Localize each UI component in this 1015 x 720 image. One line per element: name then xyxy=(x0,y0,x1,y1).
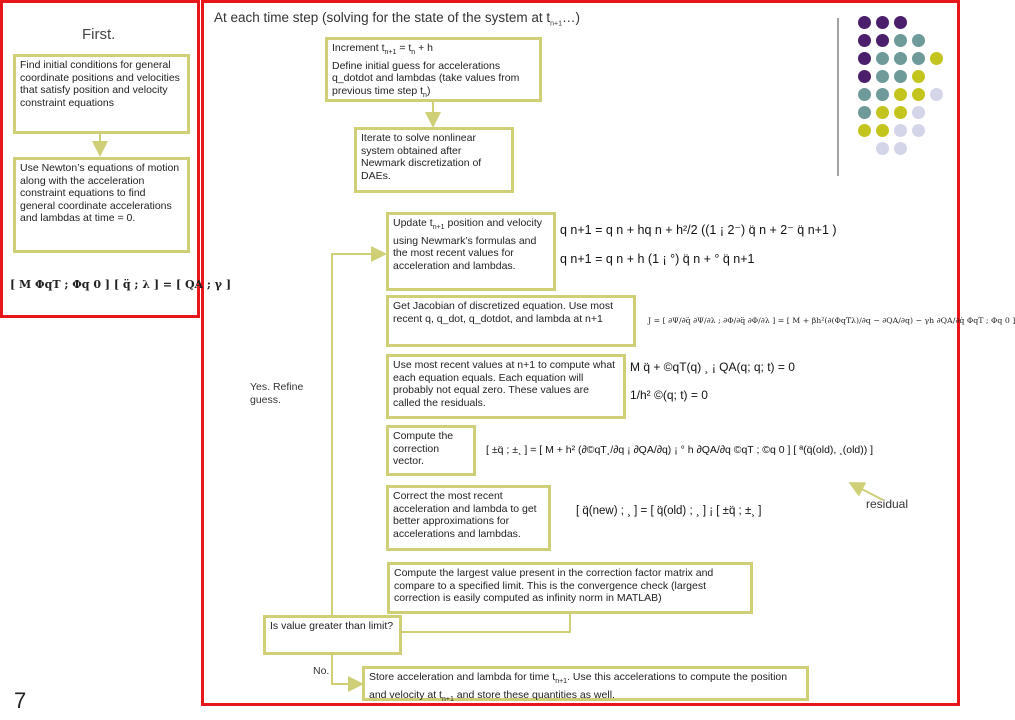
decorative-dot xyxy=(858,106,871,119)
decorative-dot xyxy=(894,106,907,119)
update-newmark-box: Update $t_{n+1}$ position and velocity using Newmark’s formulas and the most recent values for acceleration and lambdas. xyxy=(386,212,556,291)
decorative-dot xyxy=(858,124,871,137)
first-panel-title: First. xyxy=(82,26,116,43)
decorative-dot xyxy=(894,52,907,65)
correct-acceleration-box: Correct the most recent acceleration and lambda to get better approximations for accelerations and lambdas. xyxy=(386,485,551,551)
newmark-position-equation: q n+1 = q n + hq n + h²/2 ((1 ¡ 2⁻) q̈ n + 2⁻ q̈ n+1 ) xyxy=(560,223,837,237)
decorative-dot xyxy=(894,16,907,29)
page-number: 7 xyxy=(14,688,27,713)
iterate-box: Iterate to solve nonlinear system obtained after Newmark discretization of DAEs. xyxy=(354,127,514,193)
decorative-dot xyxy=(894,70,907,83)
newmark-velocity-equation: q n+1 = q n + h (1 ¡ °) q̈ n + ° q̈ n+1 xyxy=(560,252,755,266)
newton-equations-box: Use Newton’s equations of motion along with the acceleration constraint equations to find general coordinate accelerations and lambdas at time = 0. xyxy=(13,157,190,253)
decorative-dot xyxy=(876,34,889,47)
greater-than-limit-box: Is value greater than limit? xyxy=(263,615,402,655)
decorative-dot xyxy=(930,88,943,101)
decorative-dot xyxy=(858,70,871,83)
decorative-dot xyxy=(876,142,889,155)
jacobian-equation: J = [ ∂Ψ/∂q̈ ∂Ψ/∂λ ; ∂Φ/∂q̈ ∂Φ/∂λ ] = [ M + βh²(∂(ΦqTλ)/∂q − ∂QA/∂q) − γh ∂QA/∂q̇ ΦqT ; Φq 0 ] xyxy=(648,316,1015,325)
yes-refine-label: Yes. Refine guess. xyxy=(250,381,304,406)
decorative-dot xyxy=(858,52,871,65)
correct-update-equation: [ q̈(new) ; ¸ ] = [ q̈(old) ; ¸ ] ¡ [ ±q̈ ; ±¸ ] xyxy=(576,505,762,517)
decorative-dot xyxy=(876,106,889,119)
decorative-dot xyxy=(876,124,889,137)
decorative-dot xyxy=(858,16,871,29)
decorative-dot xyxy=(912,34,925,47)
decorative-dot xyxy=(876,52,889,65)
decorative-dot xyxy=(912,124,925,137)
correction-equation: [ ±q̈ ; ±¸ ] = [ M + h² (∂©qT¸/∂q ¡ ∂QA/∂q) ¡ ° h ∂QA/∂q ©qT ; ©q 0 ] [ ª(q̈(old), ¸(old)) ] xyxy=(486,444,874,456)
decorative-dot xyxy=(930,52,943,65)
decorative-dot xyxy=(876,88,889,101)
decorative-dot xyxy=(858,34,871,47)
decorative-dot xyxy=(894,142,907,155)
correction-vector-box: Compute the correction vector. xyxy=(386,425,476,476)
increment-time-box: Increment $t_{n+1} = t_n + h$ Define initial guess for accelerations q_dotdot and lambdas (take values from previous time step $t_n$) xyxy=(325,37,542,102)
decorative-dot xyxy=(912,88,925,101)
jacobian-box: Get Jacobian of discretized equation. Use most recent q, q_dot, q_dotdot, and lambda at n+1 xyxy=(386,295,636,347)
decorative-dot xyxy=(912,106,925,119)
main-panel-title: At each time step (solving for the state of the system at $t_{n+1}\dots$) xyxy=(214,10,581,28)
residual-label: residual xyxy=(866,497,909,511)
decorative-dot xyxy=(912,70,925,83)
residual-equation-2: 1/h² ©(q; t) = 0 xyxy=(630,388,708,402)
initial-matrix-equation: [ M ΦqT ; Φq 0 ] [ q̈ ; λ ] = [ QA ; γ ] xyxy=(10,278,232,291)
decorative-dot xyxy=(894,88,907,101)
decorative-dot xyxy=(858,88,871,101)
decorative-dot xyxy=(912,52,925,65)
convergence-check-box: Compute the largest value present in the correction factor matrix and compare to a specified limit. This is the convergence check (largest correction is easily computed as infinity norm in MATLAB) xyxy=(387,562,753,614)
store-results-box: Store acceleration and lambda for time $t_{n+1}$. Use this accelerations to compute the position and velocity at $t_{n+1}$ and store these quantities as well. xyxy=(362,666,809,701)
decorative-dot xyxy=(876,16,889,29)
residual-box: Use most recent values at n+1 to compute what each equation equals. Each equation will probably not equal zero. These values are called the residuals. xyxy=(386,354,626,419)
initial-conditions-box: Find initial conditions for general coordinate positions and velocities that satisfy position and velocity constraint equations xyxy=(13,54,190,134)
decorative-dot xyxy=(894,34,907,47)
decorative-dot xyxy=(876,70,889,83)
decorative-dot xyxy=(894,124,907,137)
no-label: No. xyxy=(313,665,330,677)
residual-equation-1: M q̈ + ©qT(q) ¸ ¡ QA(q; q; t) = 0 xyxy=(630,360,795,374)
